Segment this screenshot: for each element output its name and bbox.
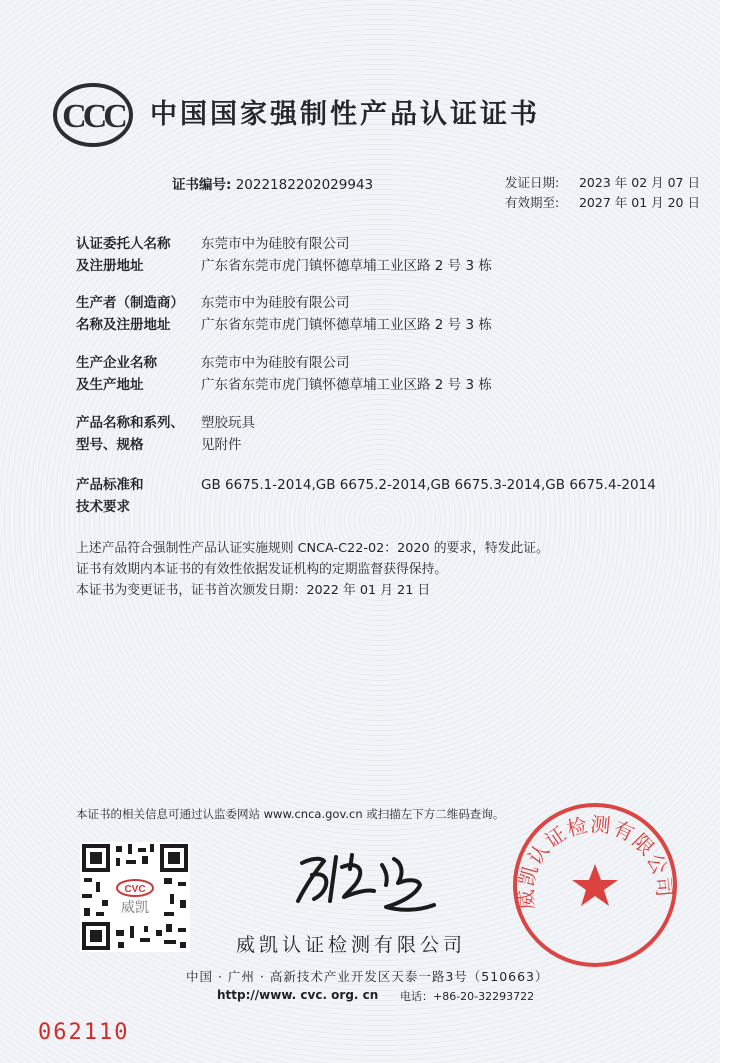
qr-code[interactable] bbox=[80, 842, 190, 952]
certificate-title: 中国国家强制性产品认证证书 bbox=[150, 99, 540, 130]
issuer-phone: 电话：+86-20-32293722 bbox=[400, 990, 535, 1003]
ccc-logo-text: CCC bbox=[62, 98, 124, 135]
issue-date-value: 2023 年 02 月 07 日 bbox=[578, 175, 700, 190]
field-label: 产品标准和 技术要求 bbox=[76, 477, 144, 515]
field-label: 认证委托人名称 及注册地址 bbox=[76, 236, 171, 274]
verification-note: 本证书的相关信息可通过认监委网站 www.cnca.gov.cn 或扫描左下方二维码查询。 bbox=[76, 807, 505, 821]
signature bbox=[290, 845, 440, 920]
qr-badge-text: CVC bbox=[124, 884, 146, 895]
issue-date-row bbox=[505, 173, 700, 193]
field-label: 生产者（制造商） 名称及注册地址 bbox=[76, 295, 184, 333]
field-label: 产品名称和系列、 型号、规格 bbox=[76, 415, 184, 453]
field-value: GB 6675.1-2014,GB 6675.2-2014,GB 6675.3-2014,GB 6675.4-2014 bbox=[201, 477, 656, 493]
official-seal bbox=[510, 800, 680, 970]
field-value: 塑胶玩具 见附件 bbox=[201, 415, 255, 453]
statement-line: 上述产品符合强制性产品认证实施规则 CNCA-C22-02：2020 的要求，特发此证。 bbox=[76, 541, 549, 556]
seal-star-icon bbox=[572, 864, 618, 906]
issuer-name: 威凯认证检测有限公司 bbox=[236, 934, 467, 956]
certificate-number-value: 2022182202029943 bbox=[235, 177, 374, 193]
certificate-dates bbox=[505, 173, 700, 213]
certificate-number-label: 证书编号: bbox=[172, 177, 232, 193]
qr-overlay-text: 威凯 bbox=[121, 900, 149, 916]
field-value: 东莞市中为硅胶有限公司 广东省东莞市虎门镇怀德草埔工业区路 2 号 3 栋 bbox=[201, 236, 492, 274]
statement-line: 本证书为变更证书，证书首次颁发日期：2022 年 01 月 21 日 bbox=[76, 583, 431, 598]
field-value: 东莞市中为硅胶有限公司 广东省东莞市虎门镇怀德草埔工业区路 2 号 3 栋 bbox=[201, 295, 492, 333]
issuer-website-link[interactable]: http://www. cvc. org. cn bbox=[217, 988, 379, 1002]
statement-line: 证书有效期内本证书的有效性依据发证机构的定期监督获得保持。 bbox=[76, 562, 448, 577]
field-value: 东莞市中为硅胶有限公司 广东省东莞市虎门镇怀德草埔工业区路 2 号 3 栋 bbox=[201, 355, 492, 393]
issue-date-label: 发证日期: bbox=[505, 175, 560, 190]
issuer-address: 中国 · 广州 · 高新技术产业开发区天泰一路3号（510663） bbox=[186, 969, 549, 984]
seal-text: 威凯认证检测有限公司 bbox=[513, 811, 677, 911]
certification-statement bbox=[76, 538, 549, 601]
ccc-logo bbox=[52, 82, 134, 148]
expiry-date-row bbox=[505, 193, 700, 213]
expiry-date-label: 有效期至: bbox=[505, 195, 560, 210]
expiry-date-value: 2027 年 01 月 20 日 bbox=[578, 195, 700, 210]
page-margin bbox=[720, 0, 750, 1063]
certificate-number bbox=[172, 173, 373, 193]
serial-number: 062110 bbox=[38, 1020, 130, 1045]
field-label: 生产企业名称 及生产地址 bbox=[76, 355, 157, 393]
